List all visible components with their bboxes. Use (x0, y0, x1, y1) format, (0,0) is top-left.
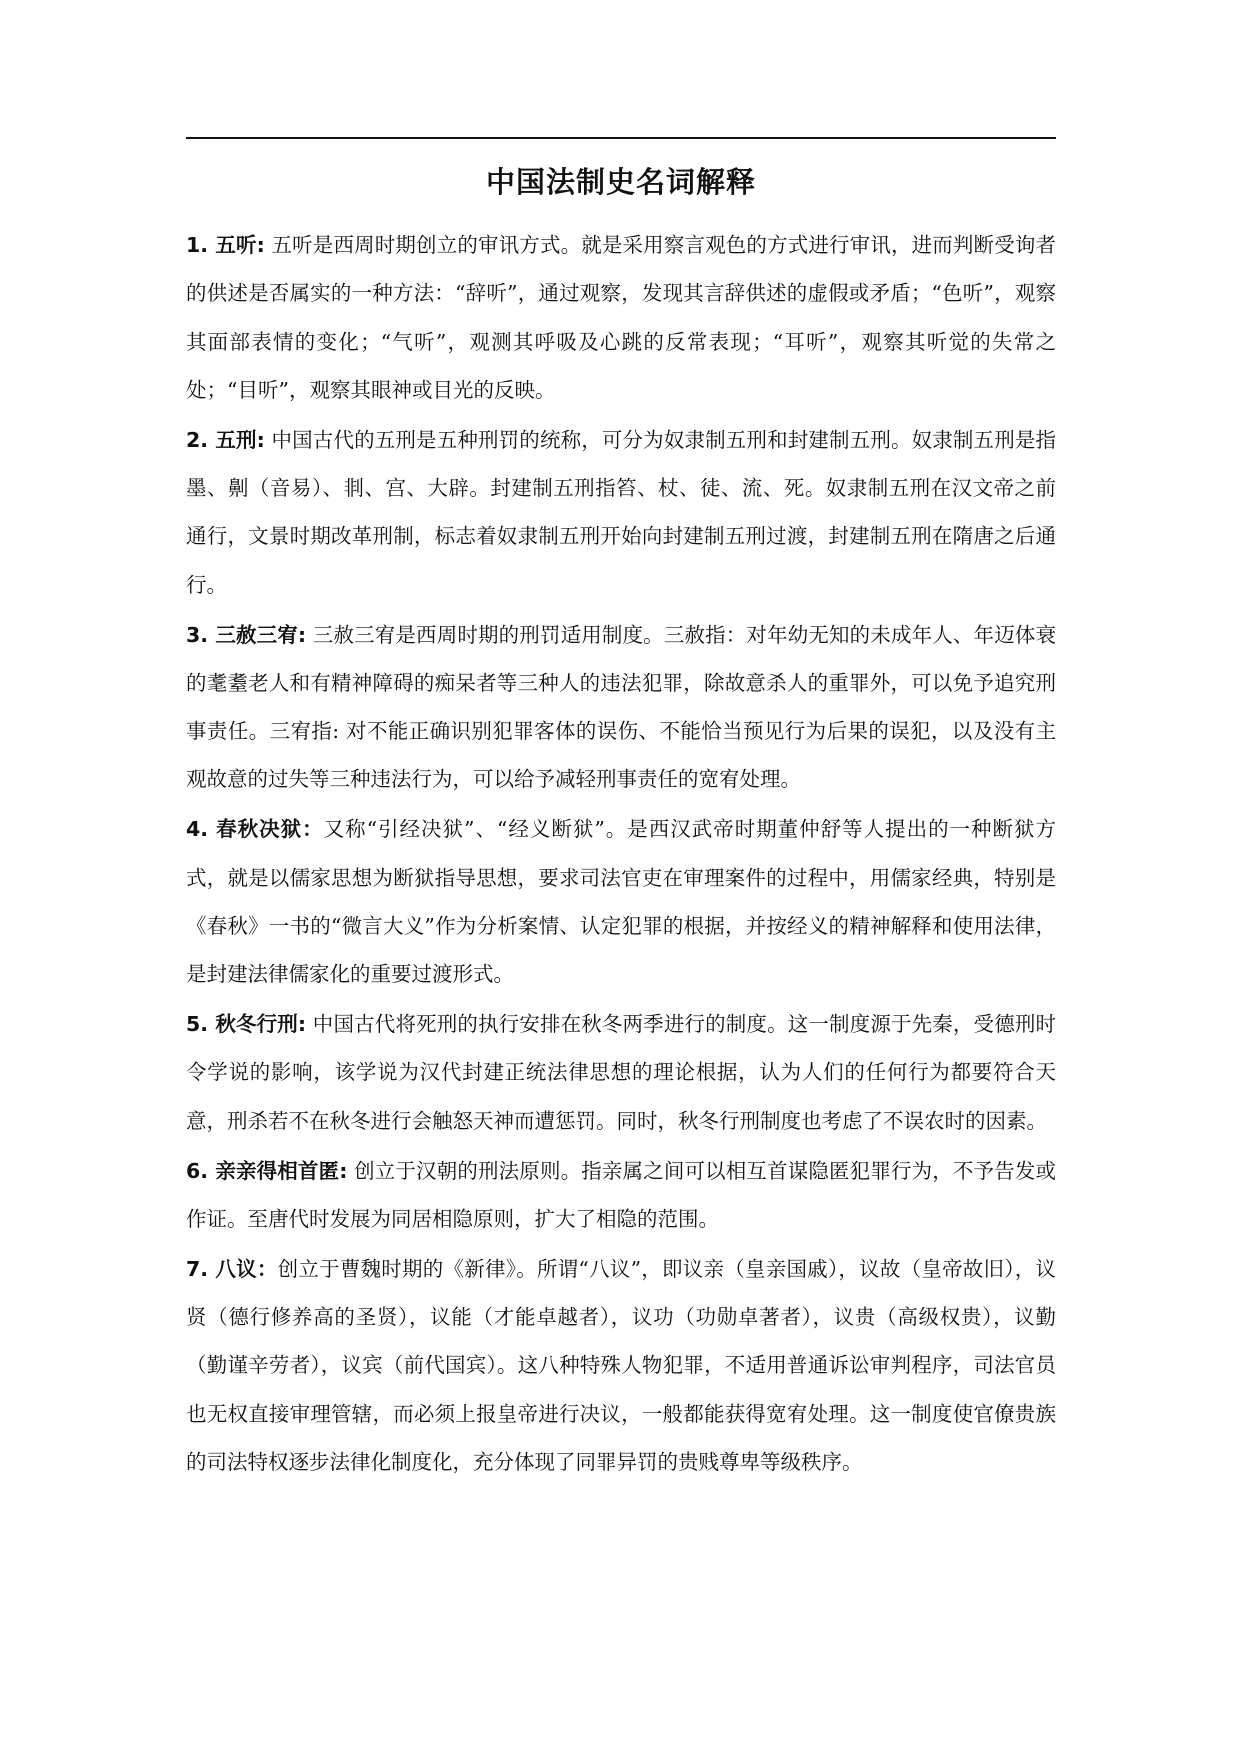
entry-bayi (186, 1245, 1056, 1486)
document-title: 中国法制史名词解释 (485, 165, 756, 199)
header-rule (186, 137, 1056, 139)
entry-chunqiu-jueyu (186, 805, 1056, 998)
entry-text: 创立于汉朝的刑法原则。指亲属之间可以相互首谋隐匿犯罪行为，不予告发或作证。至唐代时发展为同居相隐原则，扩大了相隐的范围。 (186, 1158, 1057, 1231)
entry-text: 中国古代的五刑是五种刑罚的统称，可分为奴隶制五刑和封建制五刑。奴隶制五刑是指墨、劓（音易）、剕、宫、大辟。封建制五刑指笞、杖、徒、流、死。奴隶制五刑在汉文帝之前通行，文景时期改革刑制，标志着奴隶制五刑开始向封建制五刑过渡，封建制五刑在隋唐之后通行。 (186, 427, 1057, 597)
entry-text: 中国古代将死刑的执行安排在秋冬两季进行的制度。这一制度源于先秦，受德刑时令学说的影响，该学说为汉代封建正统法律思想的理论根据，认为人们的任何行为都要符合天意，刑杀若不在秋冬进行会触怒天神而遭惩罚。同时，秋冬行刑制度也考虑了不误农时的因素。 (186, 1012, 1057, 1133)
entry-text: 三赦三宥是西周时期的刑罚适用制度。三赦指：对年幼无知的未成年人、年迈体衰的耄耋老人和有精神障碍的痴呆者等三种人的违法犯罪，除故意杀人的重罪外，可以免予追究刑事责任。三宥指: 对不能正确识别犯罪客体的误伤、不能恰当预见行为后果的误犯，以及没有主观故意的过失等三种违法行为，可以给予减轻刑事责任的宽宥处理。 (186, 622, 1057, 792)
entry-qiudong-xingxing (186, 1000, 1056, 1145)
entry-wuting (186, 221, 1056, 414)
entry-term: 4. 春秋决狱： (186, 817, 324, 842)
entry-text: 又称“引经决狱”、“经义断狱”。是西汉武帝时期董仲舒等人提出的一种断狱方式，就是以儒家思想为断狱指导思想，要求司法官吏在审理案件的过程中，用儒家经典，特别是《春秋》一书的“微言大义”作为分析案情、认定犯罪的根据，并按经义的精神解释和使用法律，是封建法律儒家化的重要过渡形式。 (186, 817, 1056, 987)
entry-term: 5. 秋冬行刑: (186, 1012, 307, 1037)
entry-term: 2. 五刑: (186, 427, 265, 452)
entry-wuxing (186, 416, 1056, 609)
entry-qinqin-dexiang-shouni (186, 1147, 1056, 1244)
entry-sanshe-sanyou (186, 611, 1056, 804)
entry-term: 6. 亲亲得相首匿: (186, 1158, 348, 1183)
entry-term: 7. 八议： (186, 1256, 278, 1281)
entry-term: 3. 三赦三宥: (186, 622, 307, 647)
entry-text: 五听是西周时期创立的审讯方式。就是采用察言观色的方式进行审讯，进而判断受询者的供述是否属实的一种方法：“辞听”，通过观察，发现其言辞供述的虚假或矛盾；“色听”，观察其面部表情的变化；“气听”，观测其呼吸及心跳的反常表现；“耳听”，观察其听觉的失常之处；“目听”，观察其眼神或目光的反映。 (186, 233, 1057, 402)
entry-term: 1. 五听: (186, 233, 265, 257)
document-body (186, 221, 1056, 1488)
entry-text: 创立于曹魏时期的《新律》。所谓“八议”，即议亲（皇亲国戚），议故（皇帝故旧），议贤（德行修养高的圣贤），议能（才能卓越者），议功（功勋卓著者），议贵（高级权贵），议勤（勤谨辛劳者），议宾（前代国宾）。这八种特殊人物犯罪，不适用普通诉讼审判程序，司法官员也无权直接审理管辖，而必须上报皇帝进行决议，一般都能获得宽宥处理。这一制度使官僚贵族的司法特权逐步法律化制度化，充分体现了同罪异罚的贵贱尊卑等级秩序。 (186, 1256, 1056, 1474)
